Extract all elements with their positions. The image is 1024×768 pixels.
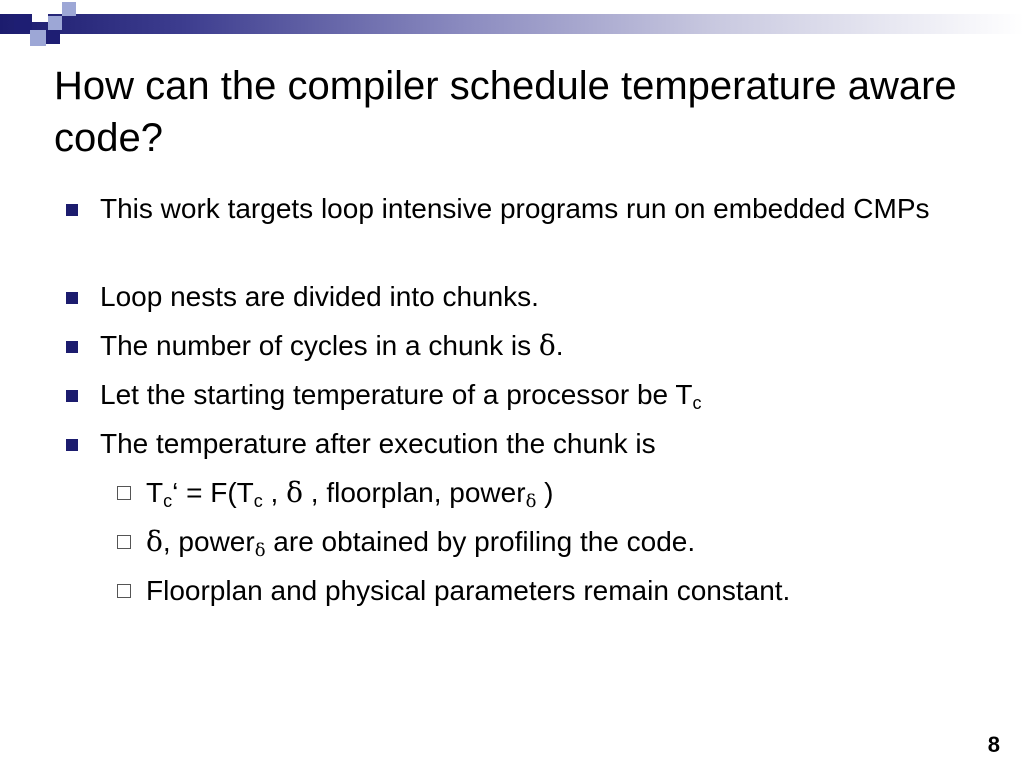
formula-t-sub: c — [163, 491, 173, 511]
sub-bullet-floorplan: Floorplan and physical parameters remain constant. — [146, 575, 791, 606]
logo-square-light — [30, 30, 46, 46]
slide-title: How can the compiler schedule temperature aware code? — [54, 64, 957, 160]
formula-comma: , — [262, 477, 287, 508]
logo-square-light-3 — [62, 2, 76, 16]
bullet-3-period: . — [555, 330, 564, 361]
delta-symbol: δ — [286, 476, 303, 509]
obtained-power: , power — [162, 526, 255, 557]
bullet-item-2: Loop nests are divided into chunks. — [100, 281, 539, 312]
sub-bullet-obtained — [146, 523, 976, 569]
sub-bullet-marker — [117, 535, 131, 549]
formula-t-sub-2: c — [253, 491, 263, 511]
obtained-rest: are obtained by profiling the code. — [265, 526, 696, 557]
bullet-marker-square — [66, 292, 78, 304]
power-sub-delta: δ — [525, 491, 537, 512]
delta-symbol: δ — [146, 525, 163, 558]
subscript-c: c — [692, 393, 702, 413]
header-gradient-bar — [0, 14, 1024, 34]
sub-bullet-marker — [117, 486, 131, 500]
bullet-marker-square — [66, 390, 78, 402]
logo-square-white — [32, 6, 48, 22]
logo-square-navy-2 — [46, 30, 60, 44]
bullet-item-4 — [100, 376, 930, 422]
sub-bullet-marker — [117, 584, 131, 598]
delta-symbol: δ — [538, 329, 556, 362]
formula-t: T — [146, 477, 164, 508]
formula-eq: ‘ = F(T — [172, 477, 254, 508]
bullet-item-5: The temperature after execution the chunk is — [100, 428, 656, 459]
formula-rest: , floorplan, power — [302, 477, 526, 508]
page-number: 8 — [987, 732, 1000, 757]
bullet-3-text: The number of cycles in a chunk is — [100, 330, 539, 361]
sub-bullet-formula — [146, 474, 976, 520]
bullet-item-3 — [100, 327, 930, 364]
formula-close: ) — [536, 477, 554, 508]
bullet-marker-square — [66, 341, 78, 353]
bullet-marker-square — [66, 439, 78, 451]
bullet-item-1: This work targets loop intensive programs run on embedded CMPs — [100, 193, 930, 224]
bullet-marker-square — [66, 204, 78, 216]
logo-square-light-2 — [48, 16, 62, 30]
bullet-4-text: Let the starting temperature of a processor be T — [100, 379, 693, 410]
power-sub-delta: δ — [254, 540, 266, 561]
